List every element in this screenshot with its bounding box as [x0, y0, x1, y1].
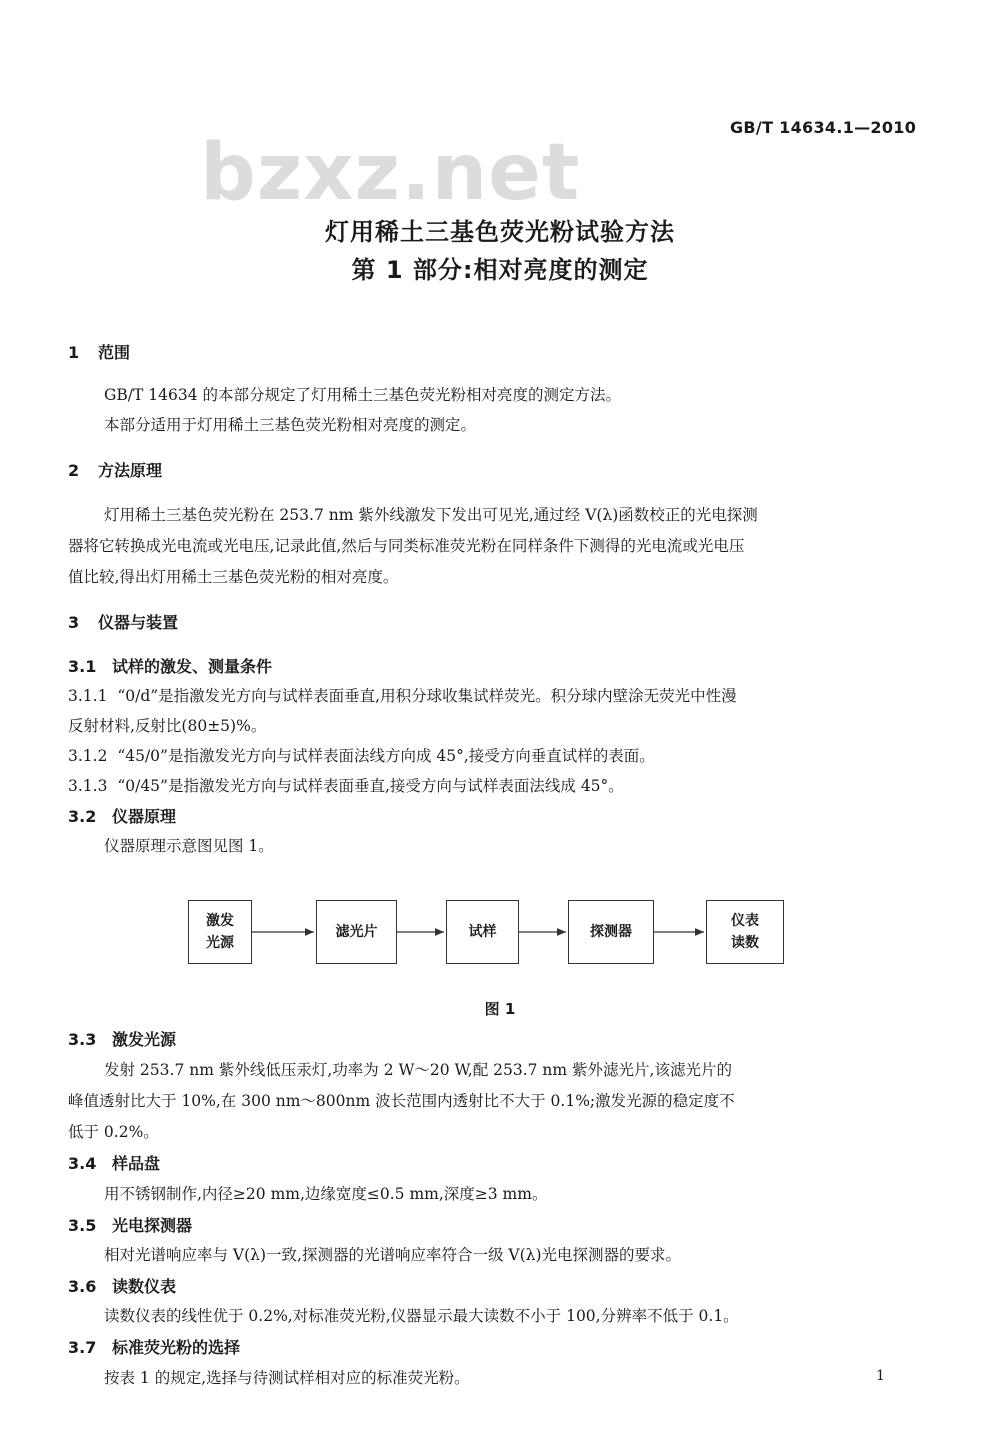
- section-number: 3.5: [68, 1216, 97, 1235]
- subsection-3-5-heading: [68, 1213, 192, 1236]
- section-number: 3.6: [68, 1277, 97, 1296]
- box-label: 读数: [731, 935, 759, 951]
- paragraph: 相对光谱响应率与 V(λ)一致,探测器的光谱响应率符合一级 V(λ)光电探测器的要求。: [104, 1246, 682, 1264]
- box-excitation-light-source: [188, 900, 252, 964]
- paragraph-line: 灯用稀土三基色荧光粉在 253.7 nm 紫外线激发下发出可见光,通过经 V(λ)函数校正的光电探测: [104, 506, 758, 524]
- clause-number: 3.1.3: [68, 777, 108, 795]
- section-number: 3.3: [68, 1030, 97, 1049]
- section-title: 范围: [98, 343, 131, 362]
- subsection-3-7-heading: [68, 1335, 240, 1358]
- subsection-3-6-heading: [68, 1274, 176, 1297]
- box-label: 试样: [468, 924, 497, 940]
- watermark: bzxz.net: [200, 128, 581, 218]
- box-label: 光源: [206, 935, 234, 951]
- section-title: 读数仪表: [112, 1277, 177, 1296]
- clause-continuation: 反射材料,反射比(80±5)%。: [68, 717, 267, 735]
- paragraph: 用不锈钢制作,内径≥20 mm,边缘宽度≤0.5 mm,深度≥3 mm。: [104, 1185, 548, 1203]
- clause-text: “0/45”是指激发光方向与试样表面垂直,接受方向与试样表面法线成 45°。: [117, 777, 624, 795]
- paragraph: 仪器原理示意图见图 1。: [104, 837, 274, 855]
- paragraph-line: 器将它转换成光电流或光电压,记录此值,然后与同类标准荧光粉在同样条件下测得的光电流或光电压: [68, 537, 745, 555]
- section-title: 光电探测器: [112, 1216, 193, 1235]
- clause-text: “45/0”是指激发光方向与试样表面法线方向成 45°,接受方向垂直试样的表面。: [117, 747, 655, 765]
- section-title: 仪器原理: [112, 807, 177, 826]
- section-title: 激发光源: [112, 1030, 177, 1049]
- box-label: 激发: [206, 913, 234, 929]
- box-label: 探测器: [590, 924, 632, 940]
- paragraph-line: 低于 0.2%。: [68, 1123, 159, 1141]
- section-title: 方法原理: [98, 461, 163, 480]
- box-label: 滤光片: [335, 924, 378, 940]
- document-number: GB/T 14634.1—2010: [730, 118, 917, 137]
- section-title: 试样的激发、测量条件: [112, 657, 273, 676]
- subsection-3-3-heading: [68, 1027, 176, 1050]
- clause-number: 3.1.1: [68, 687, 108, 705]
- section-title: 标准荧光粉的选择: [112, 1338, 241, 1357]
- document-title: 灯用稀土三基色荧光粉试验方法: [325, 218, 675, 246]
- section-number: 3.4: [68, 1154, 97, 1173]
- clause-text: “0/d”是指激发光方向与试样表面垂直,用积分球收集试样荧光。积分球内壁涂无荧光中性漫: [117, 687, 737, 705]
- section-title: 仪器与装置: [98, 613, 179, 632]
- paragraph: 读数仪表的线性优于 0.2%,对标准荧光粉,仪器显示最大读数不小于 100,分辨率不低于 0.1。: [104, 1307, 739, 1325]
- section-number: 3.2: [68, 807, 97, 826]
- figure-caption: 图 1: [484, 1000, 516, 1018]
- paragraph: 按表 1 的规定,选择与待测试样相对应的标准荧光粉。: [104, 1369, 470, 1387]
- paragraph-line: 值比较,得出灯用稀土三基色荧光粉的相对亮度。: [68, 568, 399, 586]
- paragraph: 本部分适用于灯用稀土三基色荧光粉相对亮度的测定。: [104, 416, 477, 434]
- section-number: 1: [68, 343, 80, 362]
- paragraph-line: 峰值透射比大于 10%,在 300 nm～800nm 波长范围内透射比不大于 0.1%;激发光源的稳定度不: [68, 1092, 735, 1110]
- box-meter-reading: [706, 900, 784, 964]
- box-label: 仪表: [731, 913, 759, 929]
- section-number: 3: [68, 613, 80, 632]
- page-number: 1: [876, 1368, 885, 1384]
- paragraph: GB/T 14634 的本部分规定了灯用稀土三基色荧光粉相对亮度的测定方法。: [104, 386, 621, 404]
- paragraph-line: 发射 253.7 nm 紫外线低压汞灯,功率为 2 W～20 W,配 253.7 nm 紫外滤光片,该滤光片的: [104, 1061, 732, 1079]
- box-sample: [446, 900, 519, 964]
- section-number: 3.7: [68, 1338, 97, 1357]
- subsection-3-4-heading: [68, 1151, 160, 1174]
- clause-number: 3.1.2: [68, 747, 108, 765]
- document-subtitle: 第 1 部分:相对亮度的测定: [351, 256, 649, 284]
- section-number: 3.1: [68, 657, 97, 676]
- box-filter: [316, 900, 397, 964]
- section-title: 样品盘: [112, 1154, 161, 1173]
- box-detector: [568, 900, 654, 964]
- section-number: 2: [68, 461, 80, 480]
